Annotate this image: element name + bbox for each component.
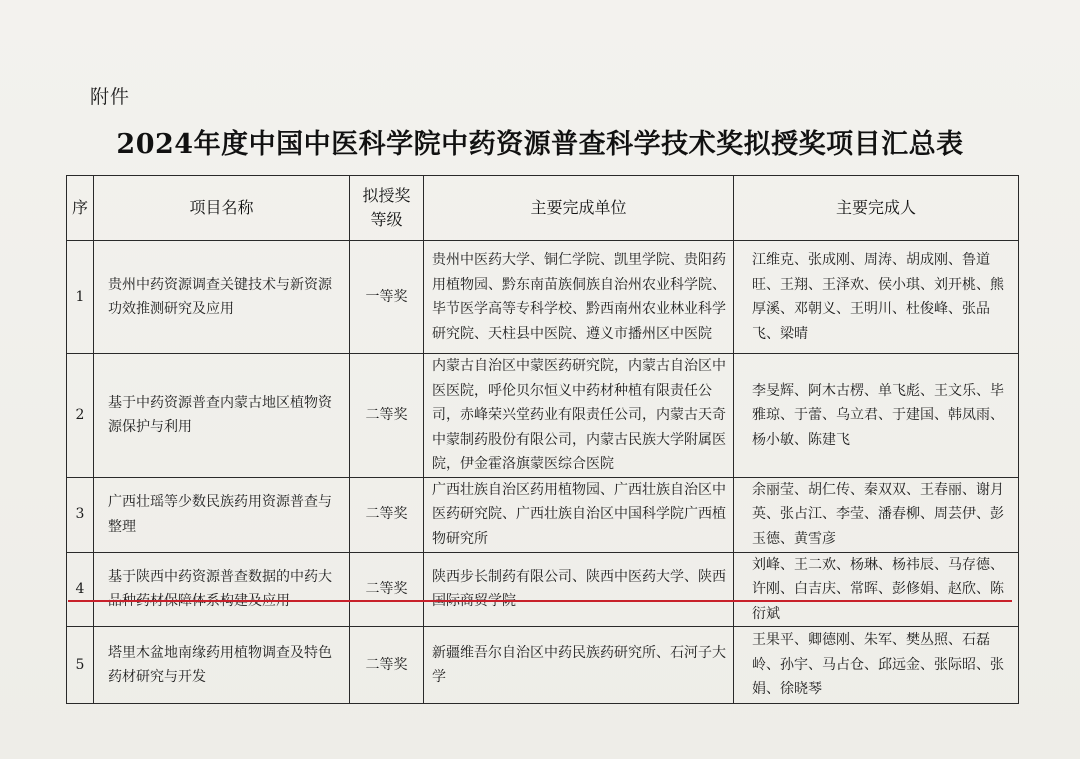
cell-no: 4 — [67, 552, 94, 627]
cell-people: 江维克、张成刚、周涛、胡成刚、鲁道旺、王翔、王泽欢、侯小琪、刘开桃、熊厚溪、邓朝义、王明川、杜俊峰、张品飞、梁晴 — [734, 241, 1019, 354]
cell-project-name: 基于中药资源普查内蒙古地区植物资源保护与利用 — [94, 354, 350, 478]
cell-people: 王果平、卿德刚、朱军、樊丛照、石磊岭、孙宇、马占仓、邱远金、张际昭、张娟、徐晓琴 — [734, 627, 1019, 704]
table-row — [67, 241, 1019, 354]
table-row — [67, 477, 1019, 552]
cell-no: 2 — [67, 354, 94, 478]
header-level — [350, 176, 424, 241]
cell-award-level: 二等奖 — [350, 477, 424, 552]
cell-units: 贵州中医药大学、铜仁学院、凯里学院、贵阳药用植物园、黔东南苗族侗族自治州农业科学院、毕节医学高等专科学校、黔西南州农业林业科学研究院、天柱县中医院、遵义市播州区中医院 — [424, 241, 734, 354]
header-no: 序 — [67, 176, 94, 241]
table-row — [67, 627, 1019, 704]
cell-award-level: 二等奖 — [350, 627, 424, 704]
cell-award-level: 一等奖 — [350, 241, 424, 354]
cell-project-name: 贵州中药资源调查关键技术与新资源功效推测研究及应用 — [94, 241, 350, 354]
header-people: 主要完成人 — [734, 176, 1019, 241]
table-row — [67, 552, 1019, 627]
cell-project-name: 基于陕西中药资源普查数据的中药大品种药材保障体系构建及应用 — [94, 552, 350, 627]
cell-people: 刘峰、王二欢、杨琳、杨祎辰、马存德、许刚、白吉庆、常晖、彭修娟、赵欣、陈衍斌 — [734, 552, 1019, 627]
page-title: 2024年度中国中医科学院中药资源普查科学技术奖拟授奖项目汇总表 — [116, 129, 964, 160]
cell-units: 陕西步长制药有限公司、陕西中医药大学、陕西国际商贸学院 — [424, 552, 734, 627]
cell-project-name: 广西壮瑶等少数民族药用资源普查与整理 — [94, 477, 350, 552]
cell-units: 广西壮族自治区药用植物园、广西壮族自治区中医药研究院、广西壮族自治区中国科学院广西植物研究所 — [424, 477, 734, 552]
cell-people: 李旻辉、阿木古楞、单飞彪、王文乐、毕雅琼、于蕾、乌立君、于建国、韩凤雨、杨小敏、陈建飞 — [734, 354, 1019, 478]
awards-table — [66, 175, 1019, 704]
cell-people: 余丽莹、胡仁传、秦双双、王春丽、谢月英、张占江、李莹、潘春柳、周芸伊、彭玉德、黄雪彦 — [734, 477, 1019, 552]
header-units: 主要完成单位 — [424, 176, 734, 241]
cell-award-level: 二等奖 — [350, 354, 424, 478]
attachment-label: 附件 — [90, 86, 131, 108]
highlight-underline — [68, 600, 1012, 602]
cell-award-level: 二等奖 — [350, 552, 424, 627]
cell-no: 1 — [67, 241, 94, 354]
table-row — [67, 354, 1019, 478]
header-name: 项目名称 — [94, 176, 350, 241]
header-level-text: 拟授奖等级 — [362, 186, 411, 229]
cell-project-name: 塔里木盆地南缘药用植物调查及特色药材研究与开发 — [94, 627, 350, 704]
cell-no: 5 — [67, 627, 94, 704]
cell-units: 内蒙古自治区中蒙医药研究院，内蒙古自治区中医医院，呼伦贝尔恒义中药材种植有限责任公司，赤峰荣兴堂药业有限责任公司，内蒙古天奇中蒙制药股份有限公司，内蒙古民族大学附属医院，伊金霍洛旗蒙医综合医院 — [424, 354, 734, 478]
table-header-row — [67, 176, 1019, 241]
cell-units: 新疆维吾尔自治区中药民族药研究所、石河子大学 — [424, 627, 734, 704]
cell-no: 3 — [67, 477, 94, 552]
